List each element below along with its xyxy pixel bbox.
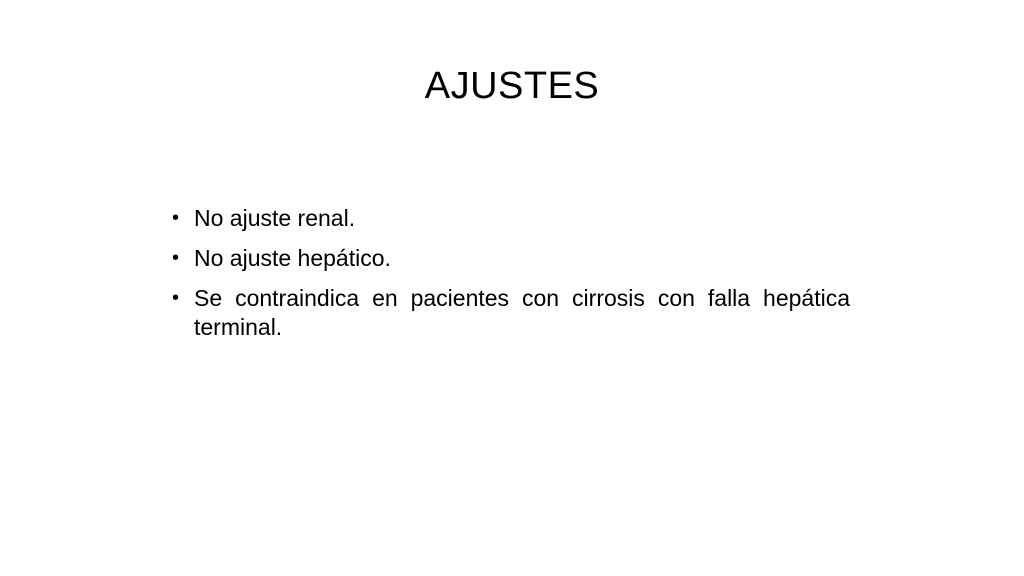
bullet-text: No ajuste hepático. xyxy=(194,245,391,271)
list-item xyxy=(172,204,850,233)
bullet-icon: • xyxy=(172,287,180,309)
bullet-icon: • xyxy=(172,247,180,269)
bullet-list xyxy=(172,204,850,353)
bullet-icon: • xyxy=(172,207,180,229)
bullet-text: Se contraindica en pacientes con cirrosis con falla hepática terminal. xyxy=(194,285,850,340)
list-item xyxy=(172,244,850,273)
bullet-text: No ajuste renal. xyxy=(194,205,356,231)
list-item xyxy=(172,284,850,342)
slide-title: AJUSTES xyxy=(424,65,600,107)
